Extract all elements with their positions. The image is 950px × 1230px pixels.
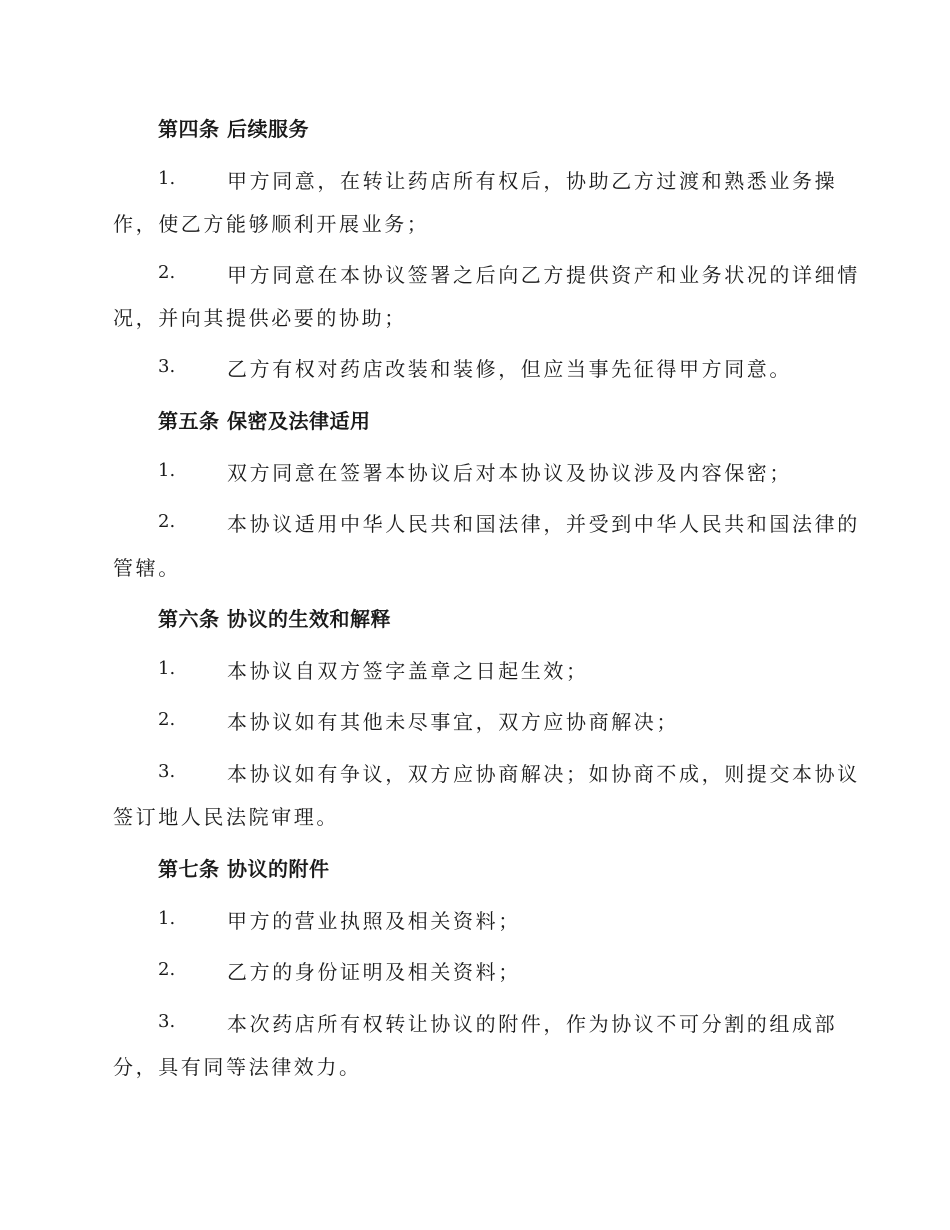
item-number: 2.	[158, 511, 176, 532]
item-number: 1.	[158, 460, 176, 481]
item-text-continued: 签订地人民法院审理。	[113, 805, 339, 829]
item-text: 甲方同意，在转让药店所有权后，协助乙方过渡和熟悉业务操	[227, 169, 838, 193]
item-number: 1.	[158, 168, 176, 189]
item-number: 2.	[158, 959, 176, 980]
item-number: 1.	[158, 658, 176, 679]
section-heading: 第七条 协议的附件	[158, 857, 330, 881]
item-text: 本协议如有其他未尽事宜，双方应协商解决；	[227, 710, 679, 734]
item-text-continued: 况，并向其提供必要的协助；	[113, 306, 407, 330]
item-text: 本协议如有争议，双方应协商解决；如协商不成，则提交本协议	[227, 762, 860, 786]
item-number: 3.	[158, 761, 176, 782]
section-heading: 第四条 后续服务	[158, 117, 309, 141]
item-text: 乙方的身份证明及相关资料；	[227, 960, 521, 984]
item-text: 乙方有权对药店改装和装修，但应当事先征得甲方同意。	[227, 357, 792, 381]
item-text: 甲方同意在本协议签署之后向乙方提供资产和业务状况的详细情	[227, 263, 860, 287]
item-number: 3.	[158, 1011, 176, 1032]
item-text: 本协议自双方签字盖章之日起生效；	[227, 659, 589, 683]
section-heading: 第五条 保密及法律适用	[158, 409, 371, 433]
item-text: 甲方的营业执照及相关资料；	[227, 909, 521, 933]
item-text-continued: 分，具有同等法律效力。	[113, 1055, 362, 1079]
item-text-continued: 作，使乙方能够顺利开展业务；	[113, 212, 430, 236]
item-number: 2.	[158, 709, 176, 730]
section-heading: 第六条 协议的生效和解释	[158, 607, 391, 631]
item-number: 3.	[158, 356, 176, 377]
item-number: 2.	[158, 262, 176, 283]
item-text-continued: 管辖。	[113, 556, 181, 580]
item-text: 双方同意在签署本协议后对本协议及协议涉及内容保密；	[227, 461, 792, 485]
item-number: 1.	[158, 908, 176, 929]
item-text: 本协议适用中华人民共和国法律，并受到中华人民共和国法律的	[227, 512, 860, 536]
item-text: 本次药店所有权转让协议的附件，作为协议不可分割的组成部	[227, 1012, 838, 1036]
